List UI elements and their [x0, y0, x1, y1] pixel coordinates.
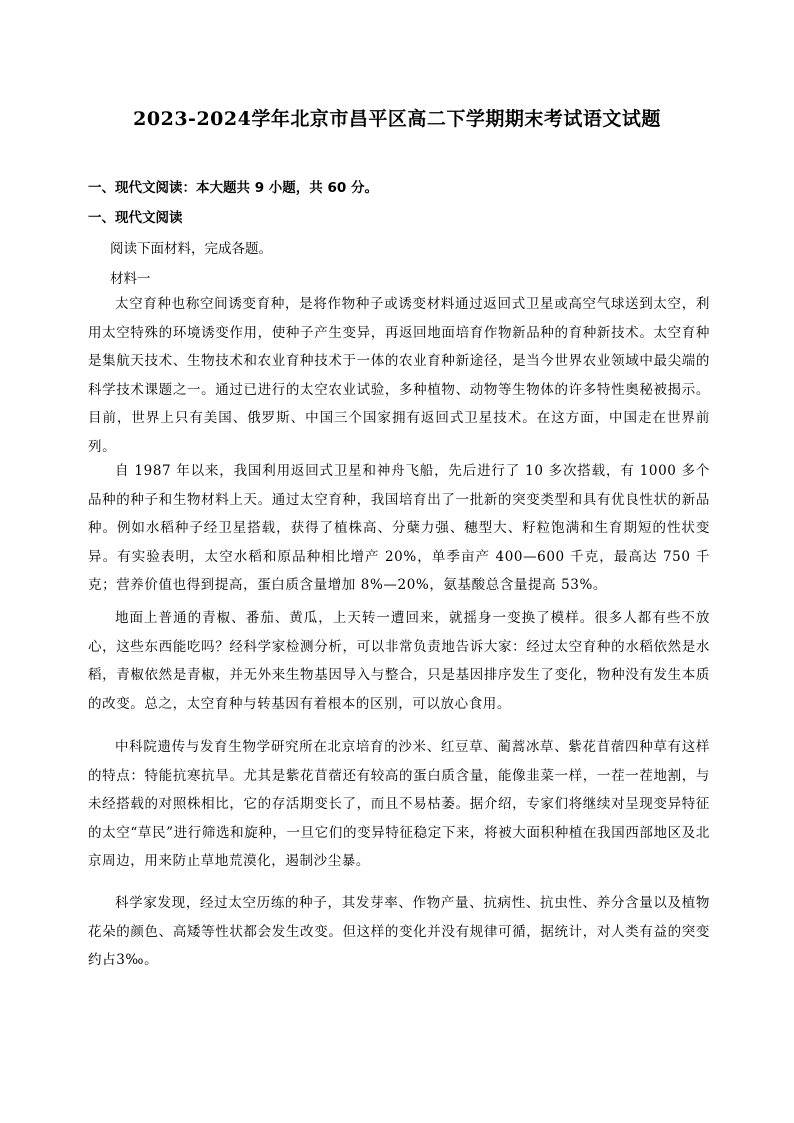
- paragraph-4: 中科院遗传与发育生物学研究所在北京培育的沙米、红豆草、蔺蒿冰草、紫花苜蓿四种草有这样的特点：特能抗寒抗旱。尤其是紫花苜蓿还有较高的蛋白质含量，能像韭菜一样，一茬一茬地割，与未经搭载的对照株相比，它的存活期变长了，而且不易枯萎。据介绍，专家们将继续对呈现变异特征的太空“草民”进行筛选和旋种，一旦它们的变异特征稳定下来，将被大面积种植在我国西部地区及北京周边，用来防止草地荒漠化，遏制沙尘暴。: [88, 739, 710, 869]
- paragraph-5: 科学家发现，经过太空历练的种子，其发芽率、作物产量、抗病性、抗虫性、养分含量以及植物花朵的颜色、高矮等性状都会发生改变。但这样的变化并没有规律可循，据统计，对人类有益的突变约占3‰。: [88, 895, 710, 968]
- instruction-text: 阅读下面材料，完成各题。: [110, 241, 272, 257]
- material-label: 材料一: [110, 271, 151, 287]
- document-title: 2023-2024学年北京市昌平区高二下学期期末考试语文试题: [133, 108, 661, 130]
- paragraph-3: 地面上普通的青椒、番茄、黄瓜，上天转一遭回来，就摇身一变换了模样。很多人都有些不放心，这些东西能吃吗？经科学家检测分析，可以非常负责地告诉大家：经过太空育种的水稻依然是水稻，青椒依然是青椒，并无外来生物基因导入与整合，只是基因排序发生了变化，物种没有发生本质的改变。总之，太空育种与转基因有着根本的区别，可以放心食用。: [88, 610, 710, 712]
- subsection-header: 一、现代文阅读: [88, 210, 183, 226]
- paragraph-2: 自 1987 年以来，我国利用返回式卫星和神舟飞船，先后进行了 10 多次搭载，有 1000 多个品种的种子和生物材料上天。通过太空育种，我国培育出了一批新的突变类型和具有优良性状的新品种。例如水稻种子经卫星搭载，获得了植株高、分蘖力强、穗型大、籽粒饱满和生育期短的性状变异。有实验表明，太空水稻和原品种相比增产 20%，单季亩产 400—600 千克，最高达 750 千克；营养价值也得到提高，蛋白质含量增加 8%—20%，氨基酸总含量提高 53%。: [88, 463, 710, 593]
- section-header: 一、现代文阅读：本大题共 9 小题，共 60 分。: [88, 180, 378, 196]
- paragraph-1: 太空育种也称空间诱变育种，是将作物种子或诱变材料通过返回式卫星或高空气球送到太空，利用太空特殊的环境诱变作用，使种子产生变异，再返回地面培育作物新品种的育种新技术。太空育种是集航天技术、生物技术和农业育种技术于一体的农业育种新途径，是当今世界农业领域中最尖端的科学技术课题之一。通过已进行的太空农业试验，多种植物、动物等生物体的许多特性奥秘被揭示。目前，世界上只有美国、俄罗斯、中国三个国家拥有返回式卫星技术。在这方面，中国走在世界前列。: [88, 296, 710, 455]
